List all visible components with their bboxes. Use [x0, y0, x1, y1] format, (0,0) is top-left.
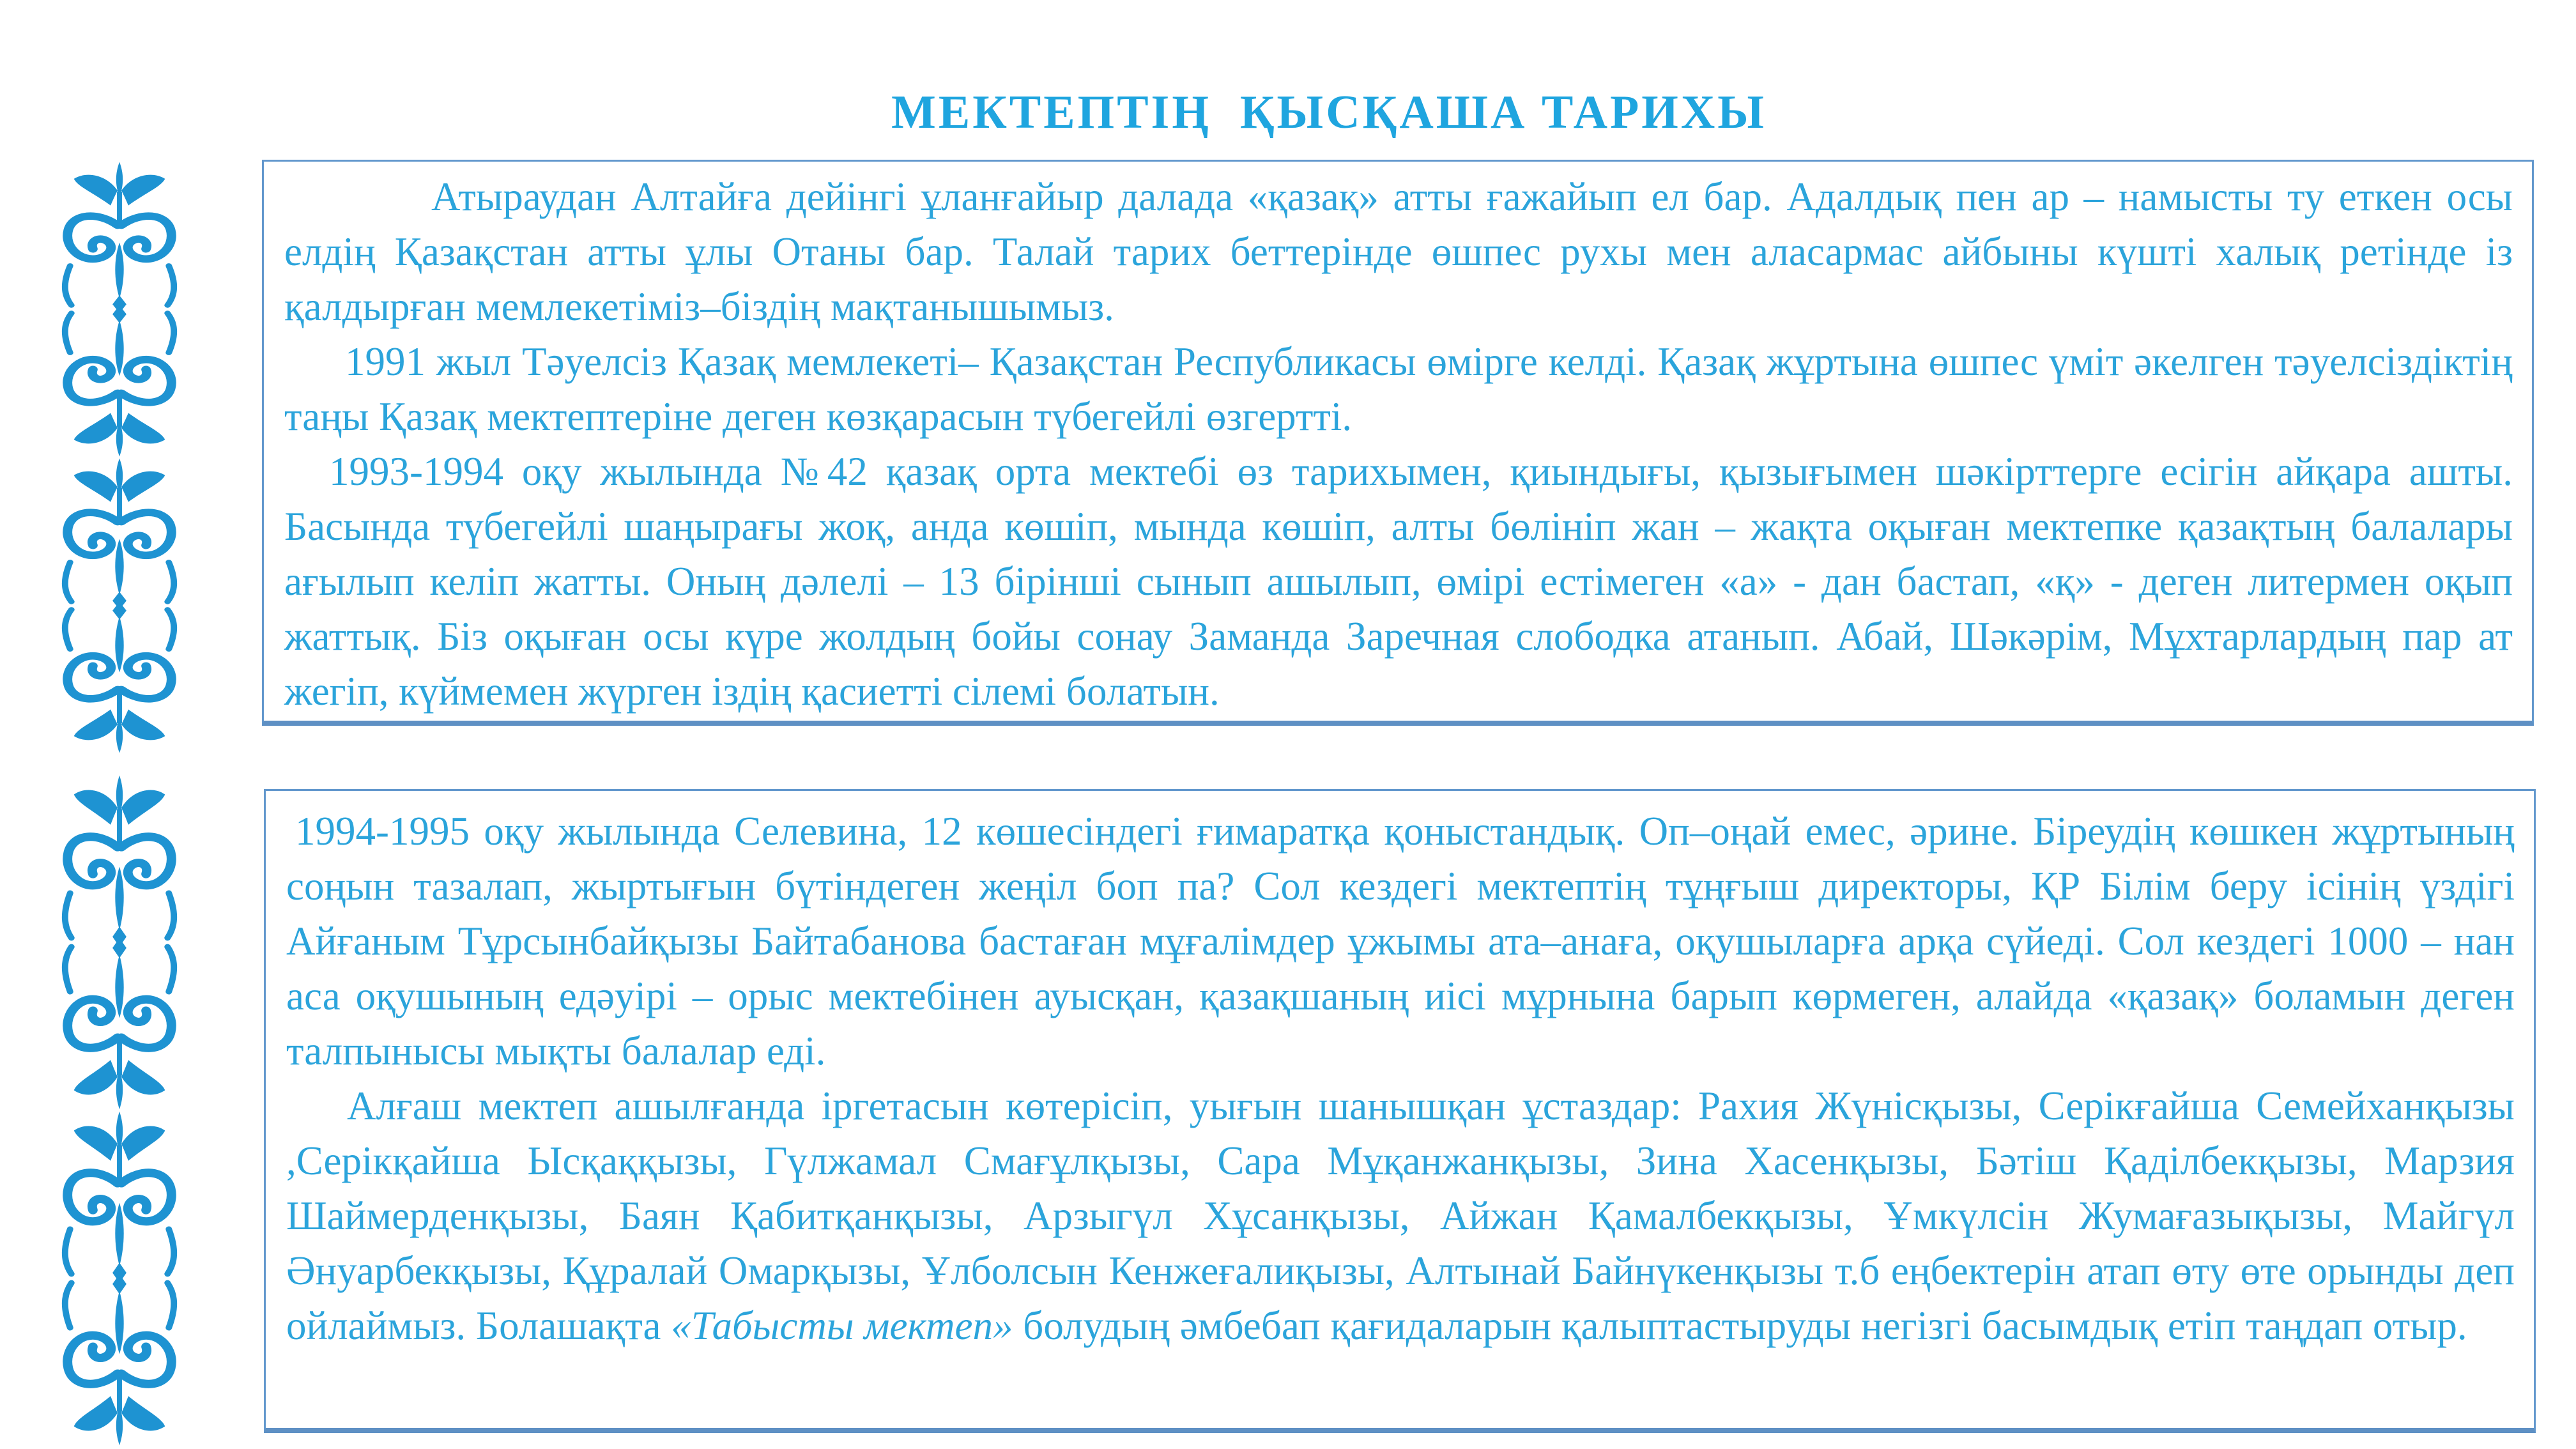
paragraph: [286, 1078, 2515, 1353]
text-run: 1993-1994 оқу жылында №42 қазақ орта мектебі өз тарихымен, қиындығы, қызығымен шәкірттерге есігін айқара ашты. Басында түбегейлі шаңырағы жоқ, анда көшіп, мында көшіп, алты бөлініп жан – жақта оқыған мектепке қазақтың балалары ағылып келіп жатты. Оның дәлелі – 13 бірінші сынып ашылып, өмірі естімеген «а» - дан бастап, «қ» - деген литермен оқып жаттық. Біз оқыған осы күре жолдың бойы сонау Заманда Заречная слободка атанып. Абай, Шәкәрім, Мұхтарлардың пар ат жегіп, күймемен жүрген іздің қасиетті сілемі болатын.: [284, 449, 2513, 714]
text-run: 1991 жыл Тәуелсіз Қазақ мемлекеті– Қазақстан Республикасы өмірге келді. Қазақ жұртына өшпес үміт әкелген тәуелсіздіктің таңы Қазақ мектептеріне деген көзқарасын түбегейлі өзгертті.: [284, 339, 2513, 439]
paragraph: [284, 169, 2513, 334]
text-run: болудың әмбебап қағидаларын қалыптастыруды негізгі басымдық етіп таңдап отыр.: [1013, 1303, 2467, 1348]
italic-phrase: «Табысты мектеп»: [671, 1303, 1013, 1348]
text-run: 1994-1995 оқу жылында Селевина, 12 көшесіндегі ғимаратқа қоныстандық. Оп–оңай емес, әрине. Біреудің көшкен жұртының соңын тазалап, жыртығын бүтіндеген жеңіл боп па? Сол кездегі мектептің тұңғыш директоры, ҚР Білім беру ісінің үздігі Айғаным Тұрсынбайқызы Байтабанова бастаған мұғалімдер ұжымы ата–анаға, оқушыларға арқа сүйеді. Сол кездегі 1000 – нан аса оқушының едәуірі – орыс мектебінен ауысқан, қазақшаның иісі мұрнына барып көрмеген, алайда «қазақ» боламын деген талпынысы мықты балалар еді.: [286, 809, 2515, 1073]
history-textbox-1: [262, 160, 2534, 726]
history-textbox-2: [264, 789, 2536, 1433]
paragraph: [284, 444, 2513, 719]
kazakh-ornament-icon: [56, 774, 183, 1446]
text-run: Алғаш мектеп ашылғанда іргетасын көтерісіп, уығын шанышқан ұстаздар: Рахия Жүнісқызы, Серікғайша Семейханқызы ,Серікқайша Ысқаққызы, Гүлжамал Смағұлқызы, Сара Мұқанжанқызы, Зина Хасенқызы, Бәтіш Қаділбекқызы, Марзия Шаймерденқызы, Баян Қабитқанқызы, Арзыгүл Хұсанқызы, Айжан Қамалбекқызы, Ұмкүлсін Жумағазықызы, Майгүл Әнуарбекқызы, Құралай Омарқызы, Ұлболсын Кенжеғалиқызы, Алтынай Байнүкенқызы т.б еңбектерін атап өту өте орынды деп ойлаймыз. Болашақта: [286, 1084, 2515, 1348]
paragraph: [284, 334, 2513, 444]
paragraph: [286, 804, 2515, 1078]
kazakh-ornament-icon: [56, 161, 183, 754]
text-run: Атыраудан Алтайға дейінгі ұланғайыр далада «қазақ» атты ғажайып ел бар. Адалдық пен ар – намысты ту еткен осы елдің Қазақстан атты ұлы Отаны бар. Талай тарих беттерінде өшпес рухы мен аласармас айбыны күшті халық ретінде із қалдырған мемлекетіміз–біздің мақтанышымыз.: [284, 174, 2513, 329]
page-title: МЕКТЕПТІҢ ҚЫСҚАША ТАРИХЫ: [891, 86, 1767, 139]
